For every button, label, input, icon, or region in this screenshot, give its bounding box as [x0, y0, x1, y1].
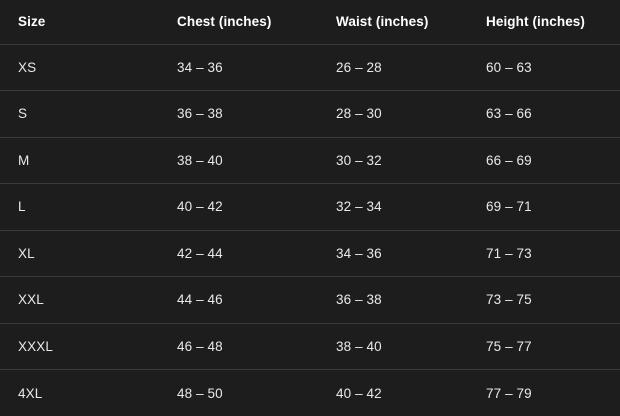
cell-height: 63 – 66: [468, 91, 620, 138]
cell-chest: 42 – 44: [159, 230, 318, 277]
cell-waist: 30 – 32: [318, 137, 468, 184]
table-row: [0, 44, 620, 91]
cell-height: 66 – 69: [468, 137, 620, 184]
cell-size: M: [0, 137, 159, 184]
cell-size: XXL: [0, 277, 159, 324]
cell-height: 73 – 75: [468, 277, 620, 324]
cell-waist: 38 – 40: [318, 323, 468, 370]
cell-size: XS: [0, 44, 159, 91]
cell-waist: 26 – 28: [318, 44, 468, 91]
cell-waist: 32 – 34: [318, 184, 468, 231]
table-row: [0, 323, 620, 370]
table-header-row: [0, 0, 620, 44]
table-row: [0, 230, 620, 277]
table-header: [0, 0, 620, 44]
table-body: [0, 44, 620, 416]
cell-chest: 44 – 46: [159, 277, 318, 324]
column-header-waist: Waist (inches): [318, 0, 468, 44]
table-row: [0, 184, 620, 231]
cell-waist: 36 – 38: [318, 277, 468, 324]
cell-size: L: [0, 184, 159, 231]
cell-size: XL: [0, 230, 159, 277]
cell-waist: 34 – 36: [318, 230, 468, 277]
column-header-size: Size: [0, 0, 159, 44]
cell-waist: 28 – 30: [318, 91, 468, 138]
cell-chest: 40 – 42: [159, 184, 318, 231]
cell-height: 60 – 63: [468, 44, 620, 91]
cell-height: 71 – 73: [468, 230, 620, 277]
cell-chest: 46 – 48: [159, 323, 318, 370]
table-row: [0, 370, 620, 416]
column-header-chest: Chest (inches): [159, 0, 318, 44]
table-row: [0, 91, 620, 138]
cell-chest: 48 – 50: [177, 385, 223, 401]
cell-size: 4XL: [18, 385, 43, 401]
cell-height: 69 – 71: [468, 184, 620, 231]
table-row: [0, 277, 620, 324]
cell-chest: 36 – 38: [159, 91, 318, 138]
table-row: [0, 137, 620, 184]
cell-size: S: [0, 91, 159, 138]
cell-waist: 40 – 42: [336, 385, 382, 401]
cell-size: XXXL: [0, 323, 159, 370]
column-header-height: Height (inches): [468, 0, 620, 44]
cell-height: 75 – 77: [468, 323, 620, 370]
cell-height: 77 – 79: [486, 385, 532, 401]
cell-chest: 38 – 40: [159, 137, 318, 184]
cell-chest: 34 – 36: [159, 44, 318, 91]
